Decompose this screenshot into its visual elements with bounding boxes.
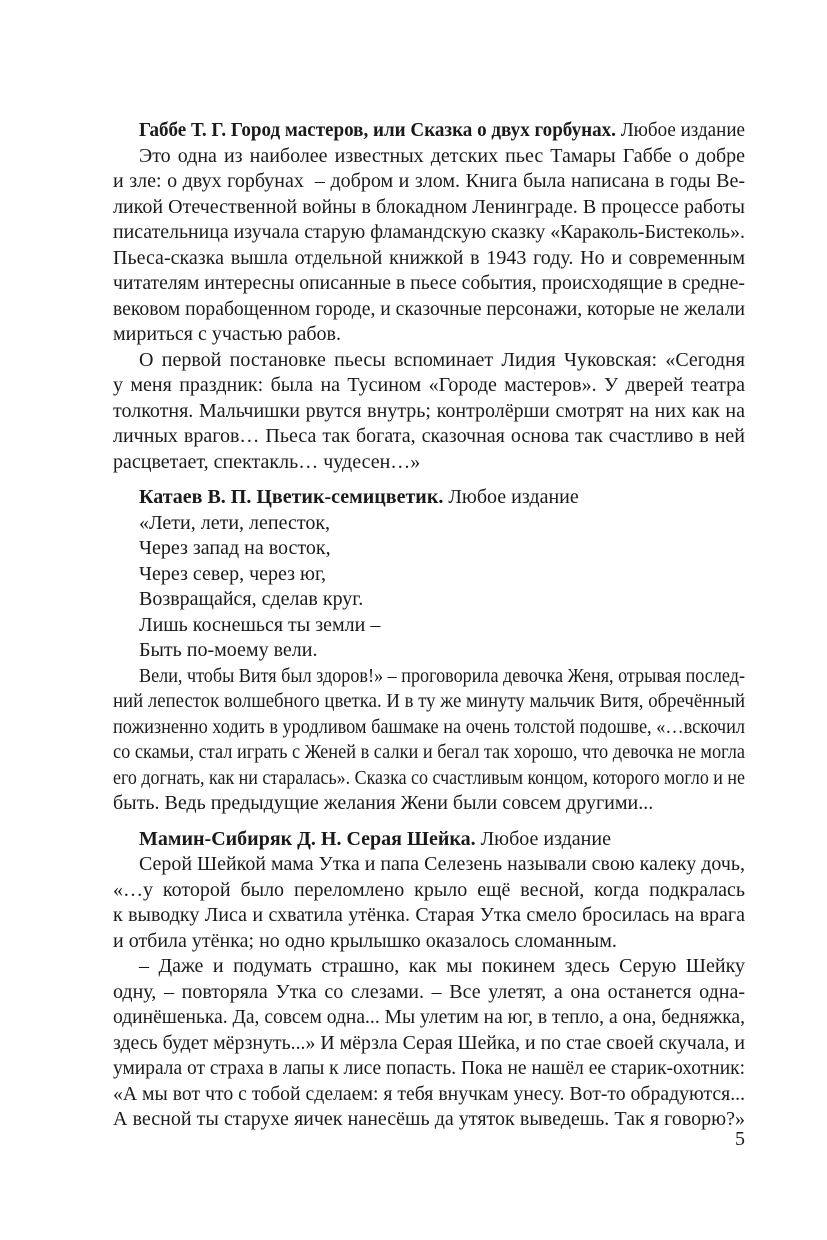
text-line-content: пожизненно ходить в уродливом башмаке на очень толстой подошве, «…вскочил (113, 715, 745, 738)
text-line (113, 169, 745, 195)
text-line-content: А весной ты старухе яичек нанесёшь да утяток выведешь. Так я говорю?» (113, 1108, 745, 1130)
book-title: Мамин-Сибиряк Д. Н. Серая Шейка. (139, 827, 476, 850)
text-line-content: его догнать, как ни старалась». Сказка со счастливым концом, которого могло и не (113, 766, 745, 789)
text-line-content: к выводку Лиса и схватила утёнка. Старая Утка смело бросилась на врага (113, 904, 745, 926)
text-line (113, 511, 745, 537)
text-line-content: мириться с участью рабов. (113, 323, 341, 345)
text-line (113, 791, 745, 817)
text-line (113, 195, 745, 221)
entry-heading (113, 118, 745, 144)
text-line-content: Через север, через юг, (139, 562, 326, 585)
text-line (113, 1005, 745, 1031)
text-line-content: быть. Ведь предыдущие желания Жени были совсем другими... (113, 792, 654, 814)
book-title: Катаев В. П. Цветик-семицветик. (139, 486, 444, 508)
text-line-content: умирала от страха в лапы к лисе попасть. Пока не нашёл ее старик-охотник: (113, 1057, 745, 1079)
text-line-content: – Даже и подумать страшно, как мы покинем здесь Серую Шейку (139, 955, 745, 977)
text-line (113, 373, 745, 399)
text-line (113, 878, 745, 904)
text-line-content: Быть по-моему вели. (139, 639, 318, 661)
text-line (113, 220, 745, 246)
text-line-content: личных врагов… Пьеса так богата, сказочная основа так счастливо в ней (113, 425, 745, 447)
edition-note: Любое издание (615, 119, 745, 141)
text-line (113, 1107, 745, 1133)
text-line-content: у меня праздник: была на Тусином «Городе мастеров». У дверей театра (113, 374, 745, 396)
text-line (113, 1031, 745, 1057)
text-line (113, 954, 745, 980)
text-line-content: Лишь коснешься ты земли – (139, 613, 381, 636)
text-line-content: со скамьи, стал играть с Женей в салки и бегал так хорошо, что девочка не могла (113, 741, 745, 763)
text-line-content: О первой постановке пьесы вспоминает Лидия Чуковская: «Сегодня (139, 348, 745, 371)
text-line (113, 980, 745, 1006)
book-title: Габбе Т. Г. Город мастеров, или Сказка о двух горбунах. (139, 119, 616, 141)
text-line-content: толкотня. Мальчишки рвутся внутрь; контролёрши смотрят на них как на (113, 399, 745, 422)
text-line (113, 348, 745, 374)
text-line (113, 903, 745, 929)
edition-note: Любое издание (475, 827, 611, 850)
text-line (113, 1056, 745, 1082)
text-line (113, 144, 745, 170)
text-line (113, 715, 745, 741)
text-line (113, 613, 745, 639)
text-line-content: здесь будет мёрзнуть...» И мёрзла Серая Шейка, и по стае своей скучала, и (113, 1031, 745, 1054)
text-line-content: расцветает, спектакль… чудесен…» (113, 450, 421, 473)
text-line-content: вековом порабощенном городе, и сказочные персонажи, которые не желали (113, 297, 745, 320)
entry-heading (113, 485, 745, 511)
text-line-content: «А мы вот что с тобой сделаем: я тебя внучкам унесу. Вот-то обрадуются... (113, 1082, 745, 1105)
text-line (113, 766, 745, 792)
text-line (113, 689, 745, 715)
text-line-content: Пьеса-сказка вышла отдельной книжкой в 1943 году. Но и современным (113, 246, 745, 269)
text-line-content: Через запад на восток, (139, 537, 331, 559)
text-line (113, 450, 745, 476)
text-line (113, 852, 745, 878)
text-line (113, 638, 745, 664)
text-line-content: «Лети, лети, лепесток, (139, 511, 331, 534)
text-line (113, 399, 745, 425)
text-line-content: одинёшенька. Да, совсем одна... Мы улетим на юг, в тепло, а она, бедняжка, (113, 1006, 745, 1028)
text-line (113, 297, 745, 323)
text-line-content: Вели, чтобы Витя был здоров!» – проговорила девочка Женя, отрывая послед- (139, 664, 745, 687)
edition-note: Любое издание (443, 486, 579, 508)
text-line (113, 536, 745, 562)
page-number: 5 (735, 1128, 745, 1150)
text-line (113, 246, 745, 272)
text-line (113, 562, 745, 588)
text-line (113, 322, 745, 348)
text-line (113, 271, 745, 297)
text-line (113, 929, 745, 955)
text-line-content: Возвращайся, сделав круг. (139, 588, 364, 610)
text-line (113, 664, 745, 690)
book-entry (113, 118, 745, 475)
entry-heading (113, 827, 745, 853)
text-line-content: ний лепесток волшебного цветка. И в ту же минуту мальчик Витя, обречённый (113, 690, 745, 712)
text-line-content: писательница изучала старую фламандскую сказку «Караколь-Бистеколь». (113, 221, 745, 243)
text-line (113, 587, 745, 613)
text-line-content: Серой Шейкой мама Утка и папа Селезень называли свою калеку дочь, (139, 853, 745, 875)
text-line-content: и отбила утёнка; но одно крылышко оказалось сломанным. (113, 929, 617, 952)
book-entry (113, 485, 745, 817)
text-line-content: ликой Отечественной войны в блокадном Ленинграде. В процессе работы (113, 195, 745, 218)
text-line-content: читателям интересны описанные в пьесе события, происходящие в средне- (113, 272, 745, 294)
text-line-content: Это одна из наиболее известных детских пьес Тамары Габбе о добре (139, 144, 745, 167)
page-body (113, 118, 745, 1143)
text-line (113, 740, 745, 766)
text-line (113, 1082, 745, 1108)
book-entry (113, 827, 745, 1133)
text-line-content: одну, – повторяла Утка со слезами. – Все улетят, а она останется одна- (113, 980, 745, 1003)
text-line-content: и зле: о двух горбунах – добром и злом. Книга была написана в годы Ве- (113, 170, 745, 192)
text-line-content: «…у которой было переломлено крыло ещё весной, когда подкралась (113, 878, 745, 901)
text-line (113, 424, 745, 450)
